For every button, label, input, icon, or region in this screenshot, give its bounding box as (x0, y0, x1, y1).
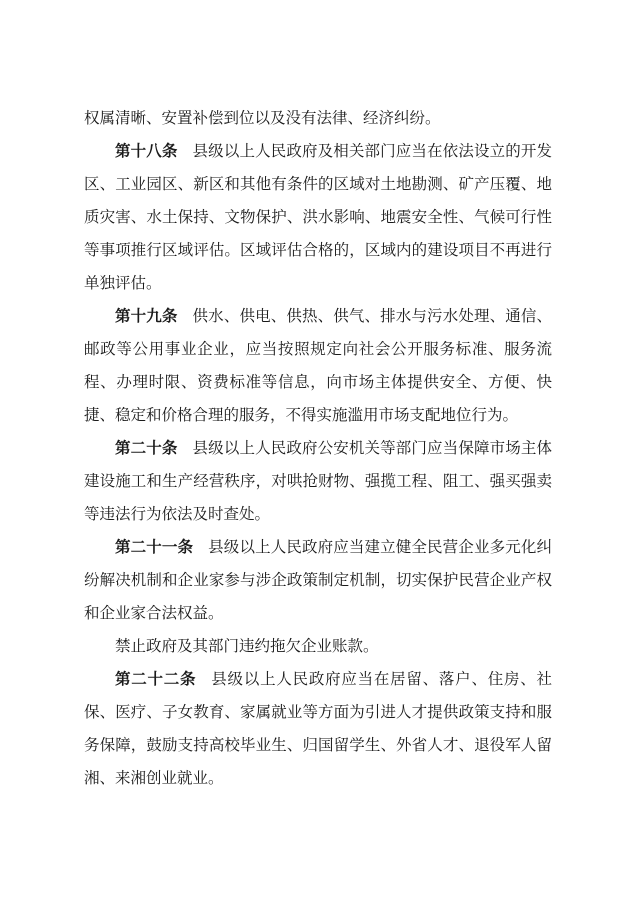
paragraph-continuation (84, 102, 552, 135)
article-text: 县级以上人民政府公安机关等部门应当保障市场主体建设施工和生产经营秩序，对哄抢财物、强揽工程、阻工、强买强卖等违法行为依法及时查处。 (84, 439, 552, 523)
article-text: 县级以上人民政府应当建立健全民营企业多元化纠纷解决机制和企业家参与涉企政策制定机制，切实保护民营企业产权和企业家合法权益。 (84, 538, 552, 622)
article-number: 第二十一条 (115, 538, 194, 556)
paragraph-text: 权属清晰、安置补偿到位以及没有法律、经济纠纷。 (84, 109, 441, 127)
article-number: 第十九条 (115, 307, 178, 325)
article-text: 县级以上人民政府及相关部门应当在依法设立的开发区、工业园区、新区和其他有条件的区域对土地勘测、矿产压覆、地质灾害、水土保持、文物保护、洪水影响、地震安全性、气候可行性等事项推行区域评估。区域评估合格的，区域内的建设项目不再进行单独评估。 (84, 142, 552, 292)
paragraph-prohibition (84, 630, 552, 663)
article-19 (84, 300, 552, 432)
article-number: 第二十条 (115, 439, 178, 457)
paragraph-text: 禁止政府及其部门违约拖欠企业账款。 (115, 637, 379, 655)
article-number: 第十八条 (115, 142, 178, 160)
article-18 (84, 135, 552, 300)
article-20 (84, 432, 552, 531)
article-text: 供水、供电、供热、供气、排水与污水处理、通信、邮政等公用事业企业，应当按照规定向社会公开服务标准、服务流程、办理时限、资费标准等信息，向市场主体提供安全、方便、快捷、稳定和价格合理的服务，不得实施滥用市场支配地位行为。 (84, 307, 552, 424)
article-number: 第二十二条 (115, 670, 197, 688)
article-22 (84, 663, 552, 795)
article-21 (84, 531, 552, 630)
article-text: 县级以上人民政府应当在居留、落户、住房、社保、医疗、子女教育、家属就业等方面为引进人才提供政策支持和服务保障，鼓励支持高校毕业生、归国留学生、外省人才、退役军人留湘、来湘创业就业。 (84, 670, 552, 787)
document-body (84, 102, 552, 795)
